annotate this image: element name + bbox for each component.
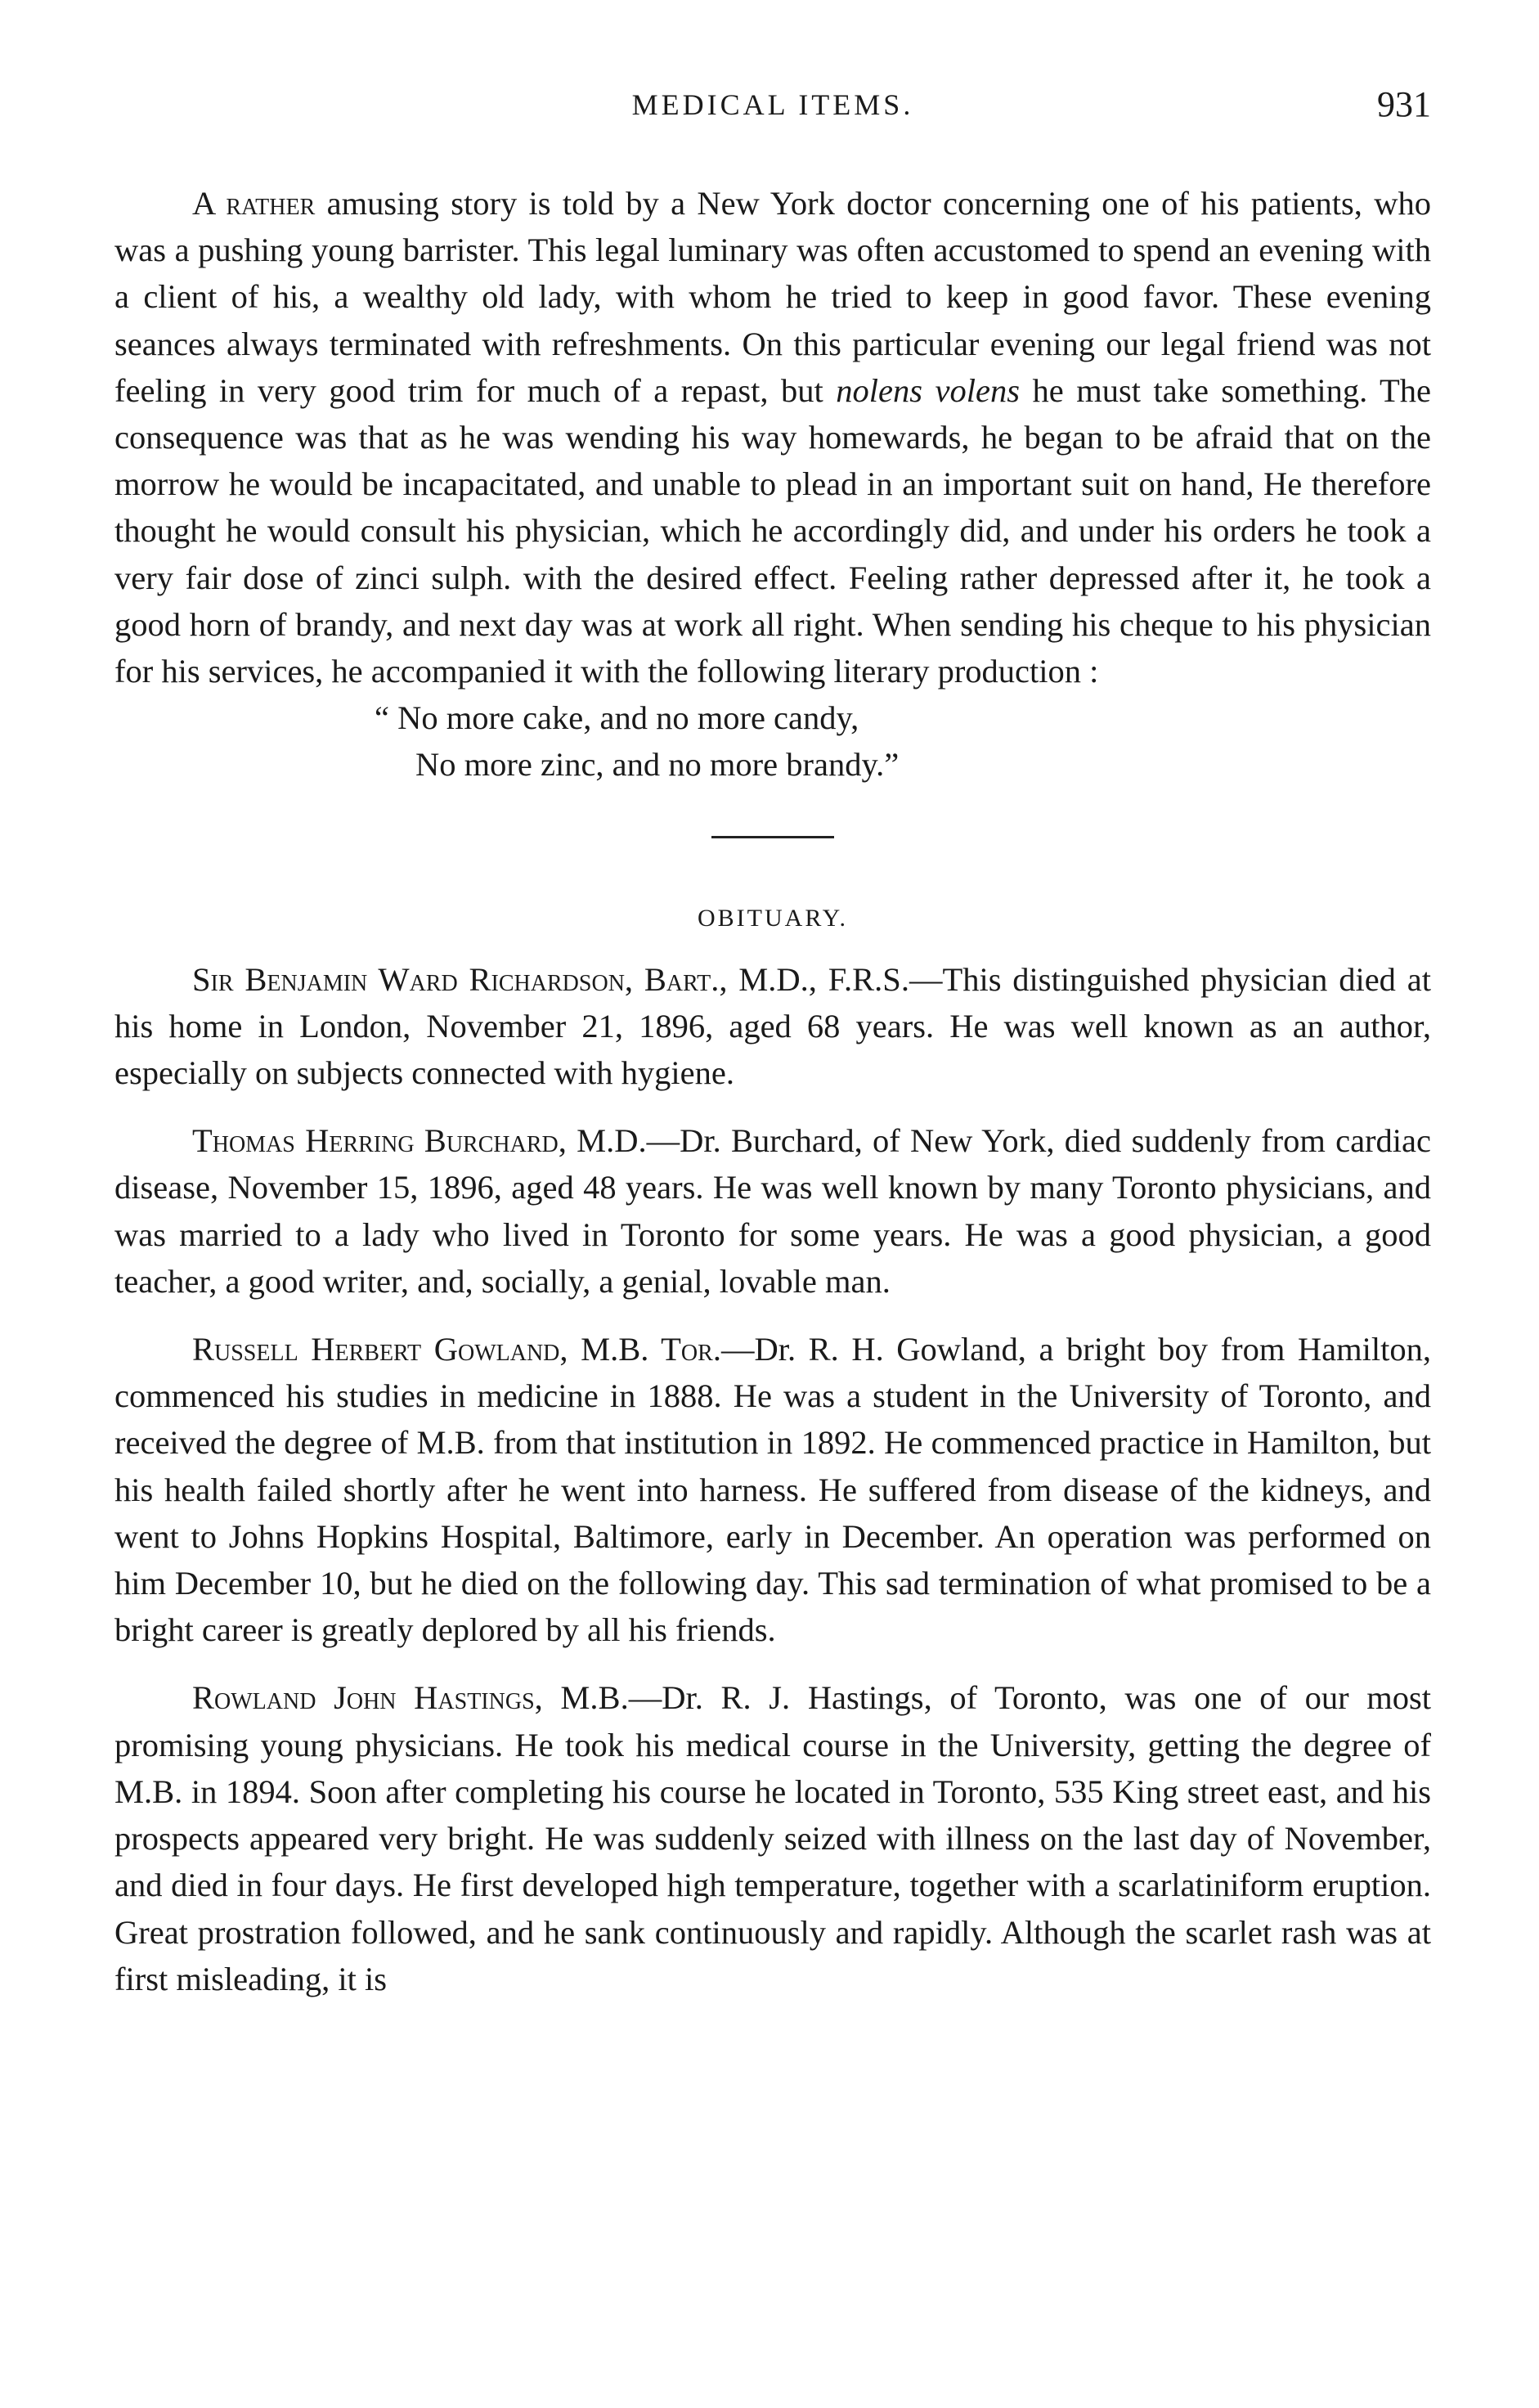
section-divider — [711, 836, 834, 838]
obituary-heading: OBITUARY. — [698, 904, 848, 932]
page-number: 931 — [1377, 84, 1431, 124]
obituary-name: Rowland John Hastings, M.B. — [192, 1679, 629, 1717]
verse-couplet — [375, 694, 1431, 788]
verse-line-2: No more zinc, and no more brandy.” — [415, 746, 900, 784]
obituary-entry-gowland — [114, 1326, 1431, 1653]
anecdote-lead: A rather — [192, 185, 316, 222]
running-header — [114, 80, 1431, 129]
obituary-entry-hastings — [114, 1674, 1431, 2001]
obituary-name: Russell Herbert Gowland, M.B. Tor. — [192, 1331, 721, 1368]
anecdote-text-continued: he must take something. The consequence was that as he was wending his way homewards, he began to be afraid that on the morrow he would be incapacitated, and unable to plead in an important suit on hand, He therefore thought he would consult his physician, which he accordingly did, and under his orders he took a very fair dose of zinci sulph. with the desired effect. Feeling rather depressed after it, he took a good horn of brandy, and next day was at work all right. When sending his cheque to his physician for his services, he accompanied it with the following literary production : — [114, 371, 1431, 690]
anecdote-text: amusing story is told by a New York doctor concerning one of his patients, who was a pushing young barrister. This legal luminary was often accustomed to spend an evening with a client of his, a wealthy old lady, with whom he tried to keep in good favor. These evening seances always terminated with refreshments. On this particular evening our legal friend was not feeling in very good trim for much of a repast, but — [114, 185, 1431, 409]
obituary-entry-richardson — [114, 956, 1431, 1097]
anecdote-italic-phrase: nolens volens — [836, 371, 1020, 409]
obituary-name: Sir Benjamin Ward Richardson, Bart., M.D., F.R.S. — [192, 960, 909, 998]
obituary-text: —Dr. R. J. Hastings, of Toronto, was one of our most promising young physicians. He took his medical course in the University, getting the degree of M.B. in 1894. Soon after completing his course he located in Toronto, 535 King street east, and his prospects appeared very bright. He was suddenly seized with illness on the last day of November, and died in four days. He first developed high temperature, together with a scarlatiniform eruption. Great prostration followed, and he sank continuously and rapidly. Although the scarlet rash was at first misleading, it is — [114, 1679, 1431, 1997]
obituary-text: —Dr. R. H. Gowland, a bright boy from Hamilton, commenced his studies in medicine in 1888. He was a student in the University of Toronto, and received the degree of M.B. from that institution in 1892. He commenced practice in Hamilton, but his health failed shortly after he went into harness. He suffered from disease of the kidneys, and went to Johns Hopkins Hospital, Baltimore, early in December. An operation was performed on him December 10, but he died on the following day. This sad termination of what promised to be a bright career is greatly deplored by all his friends. — [114, 1331, 1431, 1649]
obituary-text: —Dr. Burchard, of New York, died suddenly from cardiac disease, November 15, 1896, aged 48 years. He was well known by many Toronto physicians, and was married to a lady who lived in Toronto for some years. He was a good physician, a good teacher, a good writer, and, socially, a genial, lovable man. — [114, 1122, 1431, 1300]
obituary-text: —This distinguished physician died at his home in London, November 21, 1896, aged 68 years. He was well known as an author, especially on subjects connected with hygiene. — [114, 960, 1432, 1092]
verse-line-1: “ No more cake, and no more candy, — [375, 699, 859, 737]
obituary-name: Thomas Herring Burchard, M.D. — [192, 1122, 647, 1160]
running-title: MEDICAL ITEMS. — [631, 88, 914, 121]
anecdote-paragraph — [114, 180, 1431, 694]
obituary-entry-burchard — [114, 1117, 1431, 1305]
body-text — [114, 180, 1431, 2002]
